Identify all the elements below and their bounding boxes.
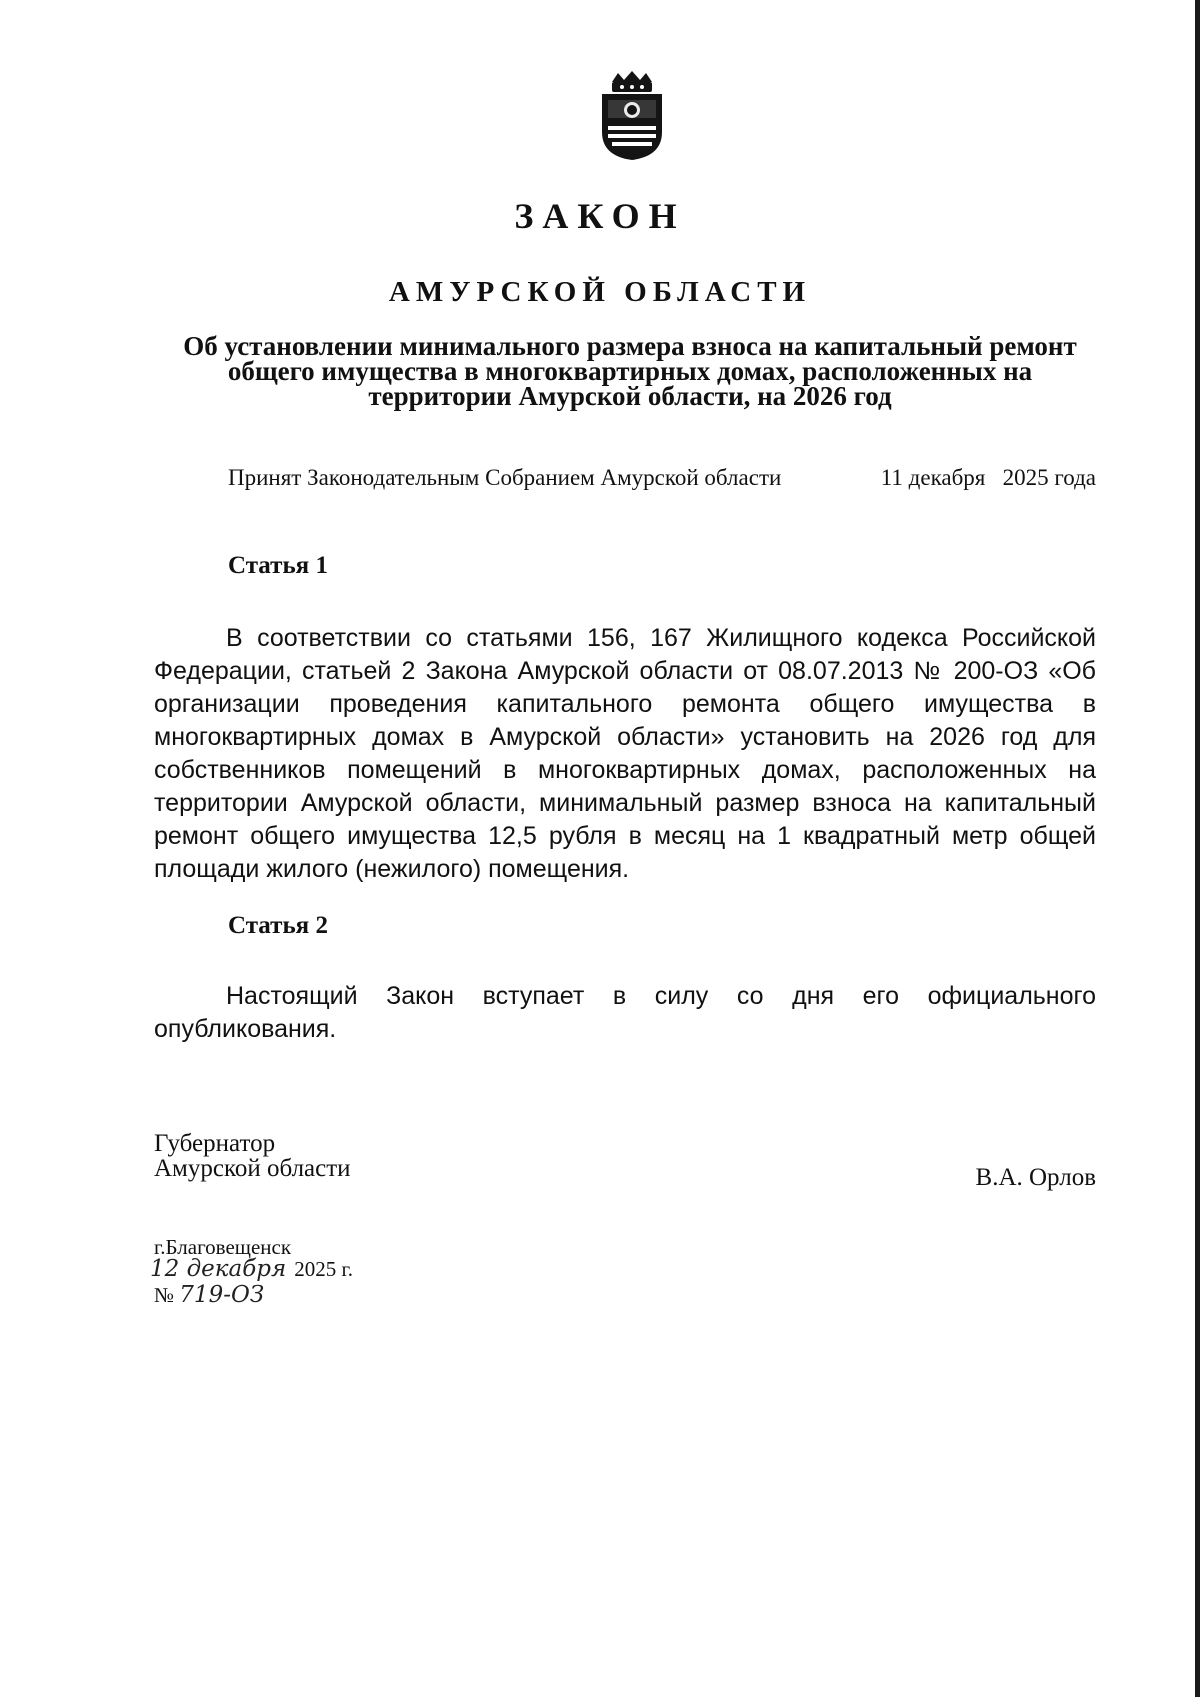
law-heading-line: Об установлении минимального размера взноса на капитальный ремонт [183, 331, 1077, 361]
article-2-text: Настоящий Закон вступает в силу со дня его официального опубликования. [154, 982, 1096, 1043]
adoption-date: 11 декабря 2025 года [880, 465, 1096, 490]
scan-edge [1195, 0, 1200, 1697]
law-heading-line: общего имущества в многоквартирных домах, расположенных на [227, 356, 1033, 386]
law-number [154, 1282, 264, 1308]
document-subtitle: АМУРСКОЙ ОБЛАСТИ [388, 276, 812, 308]
signatory-position-line: Губернатор [154, 1130, 276, 1157]
adoption-text: Принят Законодательным Собранием Амурской области [228, 465, 782, 490]
article-2-title: Статья 2 [228, 912, 328, 939]
signing-date-handwritten: 12 декабря [150, 1256, 287, 1282]
article-1-title: Статья 1 [228, 552, 328, 579]
signing-place: г.Благовещенск [154, 1235, 292, 1259]
signatory-position-line: Амурской области [154, 1155, 351, 1182]
law-number-prefix: № [154, 1283, 175, 1307]
signatory-name: В.А. Орлов [975, 1164, 1096, 1191]
law-number-handwritten: 719-ОЗ [179, 1282, 265, 1308]
signing-year: 2025 г. [294, 1257, 353, 1281]
document-title: ЗАКОН [514, 196, 686, 236]
coat-of-arms-icon [594, 70, 670, 162]
signatory-position [154, 1131, 351, 1181]
signing-date [150, 1256, 353, 1282]
article-1-text: В соответствии со статьями 156, 167 Жилищного кодекса Российской Федерации, статьей 2 Закона Амурской области от 08.07.2013 № 200-ОЗ «Об организации проведения капитального ремонта общего имущества в многоквартирных домах в Амурской области» установить на 2026 год для собственников помещений в многоквартирных домах, расположенных на территории Амурской области, минимальный размер взноса на капитальный ремонт общего имущества 12,5 рубля в месяц на 1 квадратный метр общей площади жилого (нежилого) помещения. [154, 624, 1096, 883]
law-heading-line: территории Амурской области, на 2026 год [368, 381, 892, 411]
law-heading [150, 331, 1110, 411]
adoption-line [228, 465, 1096, 491]
